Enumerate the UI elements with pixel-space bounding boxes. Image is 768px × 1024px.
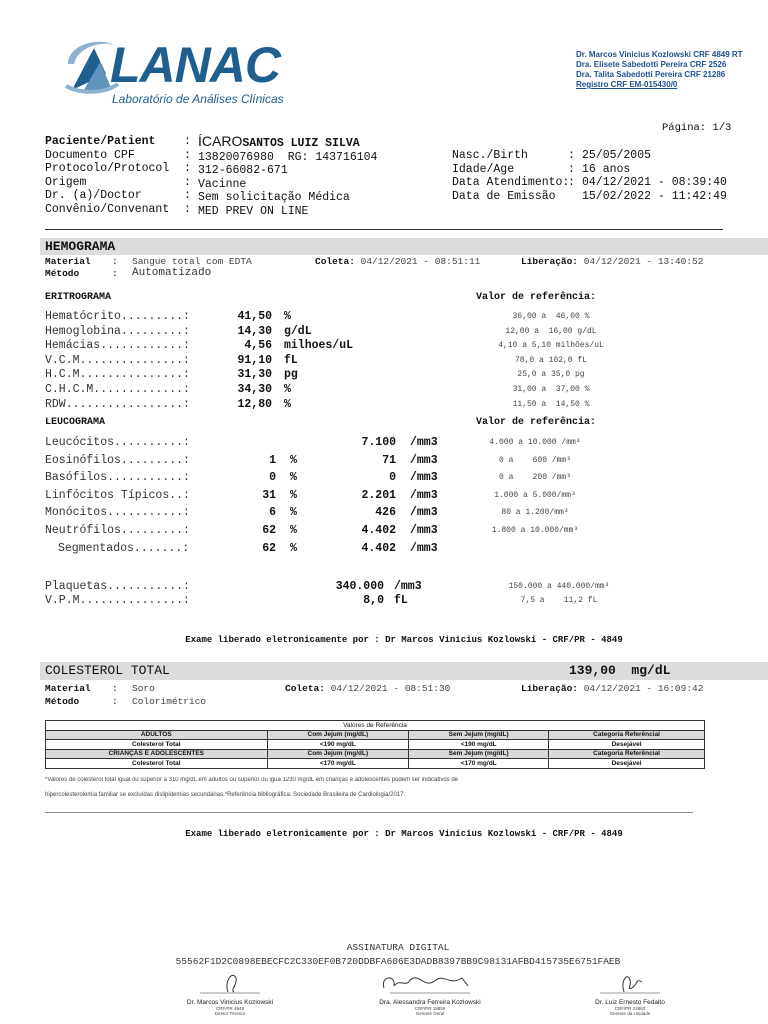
plaq-unit: /mm3: [394, 580, 422, 593]
colesterol-material: Soro: [132, 683, 155, 694]
patient-values: [198, 135, 377, 218]
table-cell: Categoria Referêncial: [549, 749, 705, 759]
signature-block: [370, 968, 490, 1016]
leuco-percent: 31: [262, 488, 276, 502]
coleta-label: Coleta:: [315, 256, 355, 267]
eritro-label: Hemoglobina.........:: [45, 324, 190, 338]
hemograma-header-bar: [40, 238, 768, 255]
lanac-logo-subtitle: Laboratório de Análises Clínicas: [112, 92, 284, 106]
label-protocol: Protocolo/Protocol: [45, 162, 170, 175]
patient-origin: Vacinne: [198, 177, 247, 191]
eritro-ref: 4,10 a 5,10 milhões/uL: [498, 341, 604, 351]
table-row: [46, 759, 705, 769]
colesterol-metodo: Colorimétrico: [132, 696, 207, 707]
colesterol-note-2: hipercolesterolemia familiar se excluídas dislipidemias secundárias.*Referência bibliográfica: Sociedade Brasileira de Cardiologia/2017.: [45, 792, 406, 798]
eritro-label: C.H.C.M.............:: [45, 383, 190, 396]
leuco-percent-unit: %: [290, 541, 297, 555]
patient-right-labels: [452, 149, 569, 203]
hemograma-release: Exame liberado eletronicamente por : Dr Marcos Vinicius Kozlowski - CRF/PR - 4849: [185, 635, 623, 645]
patient-name: [198, 135, 377, 151]
doctor-line: Registro CRF EM-015430/0: [576, 80, 678, 89]
liberacao-value: 04/12/2021 - 16:09:42: [583, 683, 704, 694]
plaq-ref: 7,5 a 11,2 fL: [520, 595, 598, 605]
liberacao-label: Liberação:: [521, 683, 579, 694]
table-row: [46, 730, 705, 740]
eritro-label: RDW.................:: [45, 397, 190, 411]
eritro-ref: 25,0 a 35,0 pg: [517, 370, 585, 380]
label-attendance: Data Atendimento:: [452, 176, 570, 189]
colesterol-title: COLESTEROL TOTAL: [45, 663, 170, 678]
leuco-label: Monócitos...........:: [45, 506, 190, 520]
eritro-ref: 31,00 a 37,00 %: [512, 385, 590, 394]
label-emission: Data de Emissão: [452, 189, 556, 203]
eritro-ref: 36,00 a 46,00 %: [512, 312, 590, 321]
ref-title: Valor de referência:: [476, 292, 597, 303]
sep: :: [112, 256, 118, 267]
leuco-ref: 1.000 a 5.000/mm³: [494, 490, 576, 500]
leuco-percent: 6: [269, 506, 276, 520]
leuco-absolute: 426: [375, 506, 396, 520]
leuco-percent: 1: [269, 453, 276, 467]
sep: :: [112, 268, 118, 279]
sep: :: [184, 135, 191, 148]
colesterol-reference-table: [45, 720, 705, 769]
eritro-value: 31,30: [237, 368, 272, 382]
table-cell: CRIANÇAS E ADOLESCENTES: [46, 749, 268, 759]
leuco-label: Segmentados.......:: [58, 541, 190, 555]
colesterol-result: [569, 663, 670, 678]
coleta-label: Coleta:: [285, 683, 325, 694]
plaq-label: V.P.M...............:: [45, 593, 190, 607]
label-convenant: Convênio/Convenant: [45, 202, 170, 216]
divider: [45, 229, 723, 230]
label-origin: Origem: [45, 175, 87, 189]
digital-signature-hash: 55562F1D2C0898EBECFC2C330EF0B720DDBFA606E3DADB8397BB9C98131AFBD415735E6751FAEB: [175, 956, 621, 967]
doctor-line: Dr. Marcos Vinicius Kozlowski CRF 4849 RT: [576, 50, 743, 59]
age: 16 anos: [582, 162, 631, 176]
eritro-value: 12,80: [237, 397, 272, 411]
eritro-value: 34,30: [237, 383, 272, 396]
table-cell: Com Jejum (mg/dL): [267, 730, 409, 740]
sep: :: [568, 162, 575, 176]
digital-signature-title: ASSINATURA DIGITAL: [346, 942, 450, 953]
patient-first-name: ÍCARO: [198, 133, 243, 149]
leuco-absolute-unit: /mm3: [410, 453, 438, 467]
doctor-line: Dra. Talita Sabedotti Pereira CRF 21286: [576, 70, 726, 79]
colesterol-coleta: [285, 683, 450, 694]
leuco-absolute-unit: /mm3: [410, 541, 438, 555]
liberacao-label: Liberação:: [521, 256, 579, 267]
table-title: Valores de Referência: [46, 721, 705, 731]
leuco-percent: 0: [269, 471, 276, 485]
hemograma-metodo: Automatizado: [132, 267, 212, 279]
sep: :: [568, 149, 575, 162]
eritro-unit: pg: [284, 368, 298, 382]
eritro-label: Hemácias............:: [45, 339, 190, 353]
eritro-ref: 11,50 a 14,50 %: [512, 399, 590, 409]
patient-labels: [45, 135, 169, 216]
table-cell: <170 mg/dL: [409, 759, 549, 769]
patient-right-values: [582, 149, 727, 203]
plaq-ref: 150.000 a 440.000/mm³: [508, 582, 610, 591]
signature-role: Diretor Técnico: [214, 1011, 246, 1016]
colesterol-release: Exame liberado eletronicamente por : Dr Marcos Vinicius Kozlowski - CRF/PR - 4849: [185, 829, 623, 839]
signature-block: [580, 968, 680, 1016]
eritro-label: H.C.M...............:: [45, 368, 190, 382]
signature-role: Gerente da Unidade: [609, 1011, 651, 1016]
sep: :: [112, 683, 118, 694]
emission-date: 15/02/2022 - 11:42:49: [582, 189, 727, 203]
eritro-unit: g/dL: [284, 324, 312, 338]
table-cell: Desejável: [549, 759, 705, 769]
metodo-label: Método: [45, 696, 80, 707]
signature-role: Gerente Geral: [415, 1011, 445, 1016]
colesterol-value: 139,00: [569, 663, 616, 678]
sep: :: [184, 162, 191, 175]
table-cell: Categoria Referêncial: [549, 730, 705, 740]
signature-name: Dr. Marcos Vinicius Kozlowski: [186, 999, 274, 1006]
leuco-absolute-unit: /mm3: [410, 488, 438, 502]
sep: :: [184, 148, 191, 162]
divider: [45, 812, 693, 813]
leuco-ref: 0 a 600 /mm³: [498, 455, 571, 465]
table-cell: Com Jejum (mg/dL): [267, 749, 409, 759]
label-cpf: Documento CPF: [45, 148, 135, 162]
eritro-unit: fL: [284, 353, 298, 367]
eritro-unit: %: [284, 397, 291, 411]
material-label: Material: [45, 256, 91, 267]
plaq-value: 8,0: [363, 593, 384, 607]
hemograma-liberacao: [521, 256, 703, 267]
leuco-percent-unit: %: [290, 471, 297, 485]
label-doctor: Dr. (a)/Doctor: [45, 189, 142, 202]
sep: :: [112, 696, 118, 707]
leuco-ref: 80 a 1.200/mm³: [501, 508, 569, 518]
table-cell: Colesterol Total: [46, 740, 268, 750]
hemograma-coleta: [315, 256, 480, 267]
leuco-label: Basófilos...........:: [45, 471, 190, 485]
patient-rg: RG: 143716104: [287, 150, 378, 164]
leuco-label: Linfócitos Típicos..:: [45, 488, 190, 502]
leuco-percent-unit: %: [290, 524, 297, 537]
lanac-logo: LANAC: [110, 37, 280, 93]
leuco-absolute-unit: /mm3: [410, 506, 438, 520]
signature-name: Dr. Luiz Ernesto Fedalto: [595, 999, 665, 1006]
leuco-absolute: 4.402: [361, 524, 396, 537]
birth-date: 25/05/2005: [582, 149, 652, 162]
colesterol-liberacao: [521, 683, 703, 694]
leuco-percent: 62: [262, 541, 276, 555]
table-cell: Colesterol Total: [46, 759, 268, 769]
patient-cpf-line: [198, 151, 377, 165]
leuco-absolute-unit: /mm3: [410, 471, 438, 485]
eritro-ref: 12,00 a 16,00 g/dL: [505, 326, 597, 336]
signature-block: [180, 968, 280, 1016]
doctor-line: Dra. Elisete Sabedotti Pereira CRF 2526: [576, 60, 727, 69]
leuco-percent: 62: [262, 524, 276, 537]
leuco-label: Eosinófilos.........:: [45, 453, 190, 467]
liberacao-value: 04/12/2021 - 13:40:52: [583, 256, 704, 267]
eritro-value: 91,10: [237, 353, 272, 367]
signature-crf: CRF/PR 18859: [414, 1006, 446, 1011]
sep: :: [184, 202, 191, 216]
handwritten-signature-icon: [180, 968, 280, 994]
eritro-value: 14,30: [237, 324, 272, 338]
coleta-value: 04/12/2021 - 08:51:11: [360, 256, 481, 267]
eritrograma-title: ERITROGRAMA: [45, 292, 112, 303]
coleta-value: 04/12/2021 - 08:51:30: [330, 683, 451, 694]
plaq-label: Plaquetas...........:: [45, 580, 190, 593]
leuco-absolute-unit: /mm3: [410, 524, 438, 537]
label-age: Idade/Age: [452, 162, 515, 176]
patient-doctor: Sem solicitação Médica: [198, 191, 350, 204]
eritro-value: 41,50: [237, 310, 272, 323]
label-patient: Paciente/Patient: [45, 135, 156, 148]
table-title-row: [46, 721, 705, 731]
page-number: Página: 1/3: [662, 122, 732, 134]
sep: :: [568, 176, 575, 189]
hemograma-material-line: [45, 256, 91, 267]
responsible-doctors: [576, 50, 743, 90]
leuco-label: Leucócitos..........:: [45, 436, 190, 449]
eritro-unit: milhoes/uL: [284, 339, 354, 353]
leuco-ref: 1.800 a 10.000/mm³: [491, 526, 579, 535]
signature-crf: CRF/PR 4849: [215, 1006, 244, 1011]
table-cell: <170 mg/dL: [267, 759, 409, 769]
patient-cpf: 13820076980: [198, 150, 274, 164]
colesterol-note: *Valores de colesterol total igual ou superior a 310 mg/dL em adultos ou superior ou igua 1230 mg/dL em crianças e adolescentes podem ser indicativos de: [45, 777, 459, 783]
leuco-absolute-unit: /mm3: [410, 436, 438, 449]
table-cell: Sem Jejum (mg/dL): [409, 749, 549, 759]
colesterol-unit: mg/dL: [631, 663, 671, 678]
leuco-absolute: 7.100: [361, 436, 396, 449]
table-row: [46, 740, 705, 750]
table-row: [46, 749, 705, 759]
patient-right-seps: [568, 149, 575, 190]
leuco-absolute: 71: [382, 453, 396, 467]
patient-last-name: SANTOS LUIZ SILVA: [242, 137, 360, 150]
sep: :: [184, 175, 191, 189]
eritro-unit: %: [284, 310, 291, 323]
leuco-percent-unit: %: [290, 488, 297, 502]
plaq-value: 340.000: [335, 580, 384, 593]
hemograma-material: Sangue total com EDTA: [132, 256, 252, 267]
table-cell: Desejável: [549, 740, 705, 750]
label-birth: Nasc./Birth: [452, 149, 528, 162]
table-cell: ADULTOS: [46, 730, 268, 740]
eritro-label: V.C.M...............:: [45, 353, 190, 367]
eritro-unit: %: [284, 383, 291, 396]
sep: :: [184, 189, 191, 202]
metodo-label: Método: [45, 268, 80, 279]
leuco-ref: 4.000 a 10.000 /mm³: [489, 438, 581, 447]
leuco-ref: 0 a 200 /mm³: [498, 473, 571, 483]
table-cell: Sem Jejum (mg/dL): [409, 730, 549, 740]
eritro-value: 4,56: [244, 339, 272, 353]
table-cell: <190 mg/dL: [267, 740, 409, 750]
ref-title: Valor de referência:: [476, 417, 597, 428]
leuco-percent-unit: %: [290, 506, 297, 520]
leuco-label: Neutrófilos.........:: [45, 524, 190, 537]
hemograma-title: HEMOGRAMA: [45, 239, 116, 254]
patient-protocol: 312-66082-671: [198, 164, 288, 177]
handwritten-signature-icon: [370, 968, 490, 994]
leucograma-title: LEUCOGRAMA: [45, 417, 106, 428]
leuco-absolute: 2.201: [361, 488, 396, 502]
plaq-unit: fL: [394, 593, 408, 607]
signature-name: Dra. Alessandra Ferreira Kozlowski: [379, 999, 481, 1006]
material-label: Material: [45, 683, 91, 694]
eritro-ref: 78,0 a 102,0 fL: [514, 355, 587, 365]
handwritten-signature-icon: [580, 968, 680, 994]
leuco-absolute: 4.402: [361, 541, 396, 555]
patient-seps: [184, 135, 191, 216]
attendance-date: 04/12/2021 - 08:39:40: [582, 176, 727, 189]
eritro-label: Hematócrito.........:: [45, 310, 190, 323]
leuco-absolute: 0: [389, 471, 396, 485]
table-cell: <190 mg/dL: [409, 740, 549, 750]
patient-convenant: MED PREV ON LINE: [198, 204, 309, 218]
leuco-percent-unit: %: [290, 453, 297, 467]
signature-crf: CRF/PR 22863: [614, 1006, 646, 1011]
